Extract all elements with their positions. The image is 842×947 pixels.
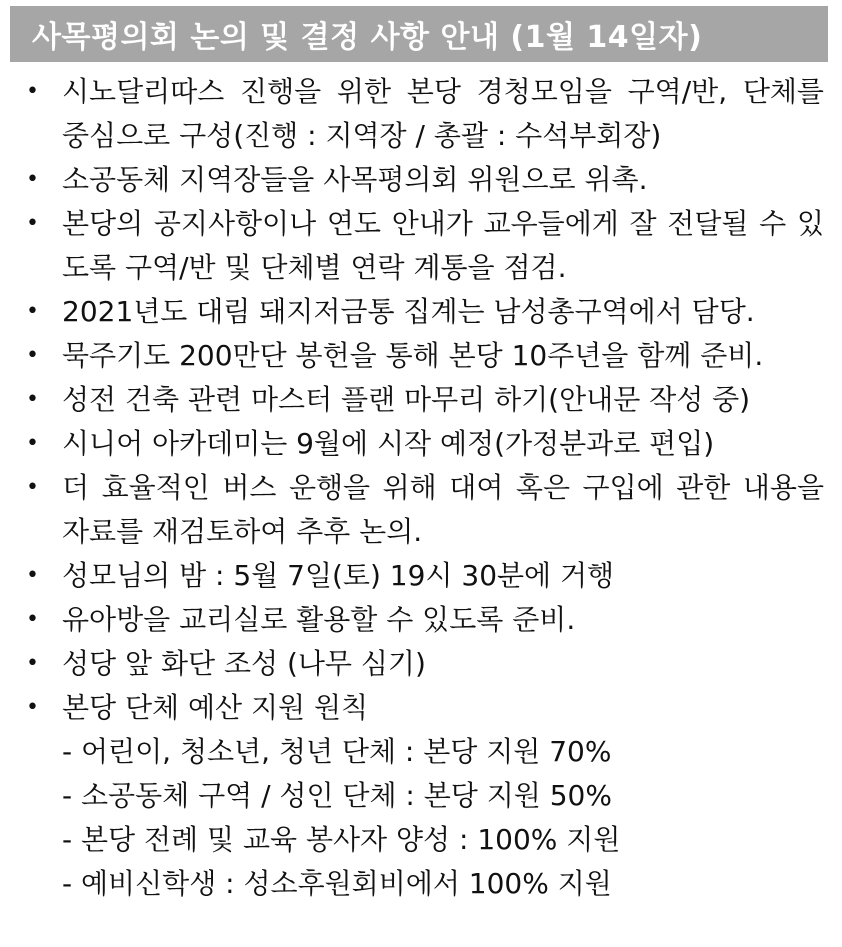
- list-item-text: 본당의 공지사항이나 연도 안내가 교우들에게 잘 전달될 수 있: [62, 207, 824, 240]
- bullet-icon: •: [26, 343, 39, 368]
- list-item: [0, 422, 842, 466]
- sub-list-item: - 본당 전례 및 교육 봉사자 양성 : 100% 지원: [62, 823, 621, 856]
- list-item-text: 묵주기도 200만단 봉헌을 통해 본당 10주년을 함께 준비.: [62, 339, 764, 372]
- notice-header: [10, 6, 828, 62]
- bullet-icon: •: [26, 563, 39, 588]
- sub-list-item: - 소공동체 구역 / 성인 단체 : 본당 지원 50%: [62, 779, 612, 812]
- list-item: [0, 466, 842, 554]
- list-item: [0, 598, 842, 642]
- notice-list: [0, 70, 842, 906]
- list-item: [0, 686, 842, 730]
- list-item-text-cont: 도록 구역/반 및 단체별 연락 계통을 점검.: [62, 251, 567, 284]
- list-item-text-cont: 중심으로 구성(진행 : 지역장 / 총괄 : 수석부회장): [62, 119, 662, 152]
- list-item: [0, 202, 842, 290]
- list-item: [0, 378, 842, 422]
- bullet-icon: •: [26, 695, 39, 720]
- list-item-text: 성당 앞 화단 조성 (나무 심기): [62, 647, 426, 680]
- list-item-text: 성전 건축 관련 마스터 플랜 마무리 하기(안내문 작성 중): [62, 383, 751, 416]
- list-item-text: 유아방을 교리실로 활용할 수 있도록 준비.: [62, 603, 576, 636]
- bullet-icon: •: [26, 387, 39, 412]
- list-item: [0, 642, 842, 686]
- list-item-text: 시니어 아카데미는 9월에 시작 예정(가정분과로 편입): [62, 427, 715, 460]
- bullet-icon: •: [26, 651, 39, 676]
- list-item: [0, 334, 842, 378]
- bullet-icon: •: [26, 431, 39, 456]
- list-item-text: 시노달리따스 진행을 위한 본당 경청모임을 구역/반, 단체를: [62, 75, 824, 108]
- list-item: [0, 554, 842, 598]
- list-item-text: 더 효율적인 버스 운행을 위해 대여 혹은 구입에 관한 내용을: [62, 471, 824, 504]
- sub-list-item: - 예비신학생 : 성소후원회비에서 100% 지원: [62, 867, 612, 900]
- sub-list-item: - 어린이, 청소년, 청년 단체 : 본당 지원 70%: [62, 735, 612, 768]
- list-item-text-cont: 자료를 재검토하여 추후 논의.: [62, 515, 423, 548]
- bullet-icon: •: [26, 475, 39, 500]
- bullet-icon: •: [26, 299, 39, 324]
- list-item-text: 본당 단체 예산 지원 원칙: [62, 691, 369, 724]
- list-item-text: 소공동체 지역장들을 사목평의회 위원으로 위촉.: [62, 163, 648, 196]
- list-item: [0, 70, 842, 158]
- page-title: 사목평의회 논의 및 결정 사항 안내 (1월 14일자): [32, 20, 703, 55]
- list-item-text: 2021년도 대림 돼지저금통 집계는 남성총구역에서 담당.: [62, 295, 755, 328]
- bullet-icon: •: [26, 607, 39, 632]
- list-item-text: 성모님의 밤 : 5월 7일(토) 19시 30분에 거행: [62, 559, 615, 592]
- bullet-icon: •: [26, 79, 39, 104]
- list-item: [0, 158, 842, 202]
- bullet-icon: •: [26, 211, 39, 236]
- bullet-icon: •: [26, 167, 39, 192]
- list-item: [0, 290, 842, 334]
